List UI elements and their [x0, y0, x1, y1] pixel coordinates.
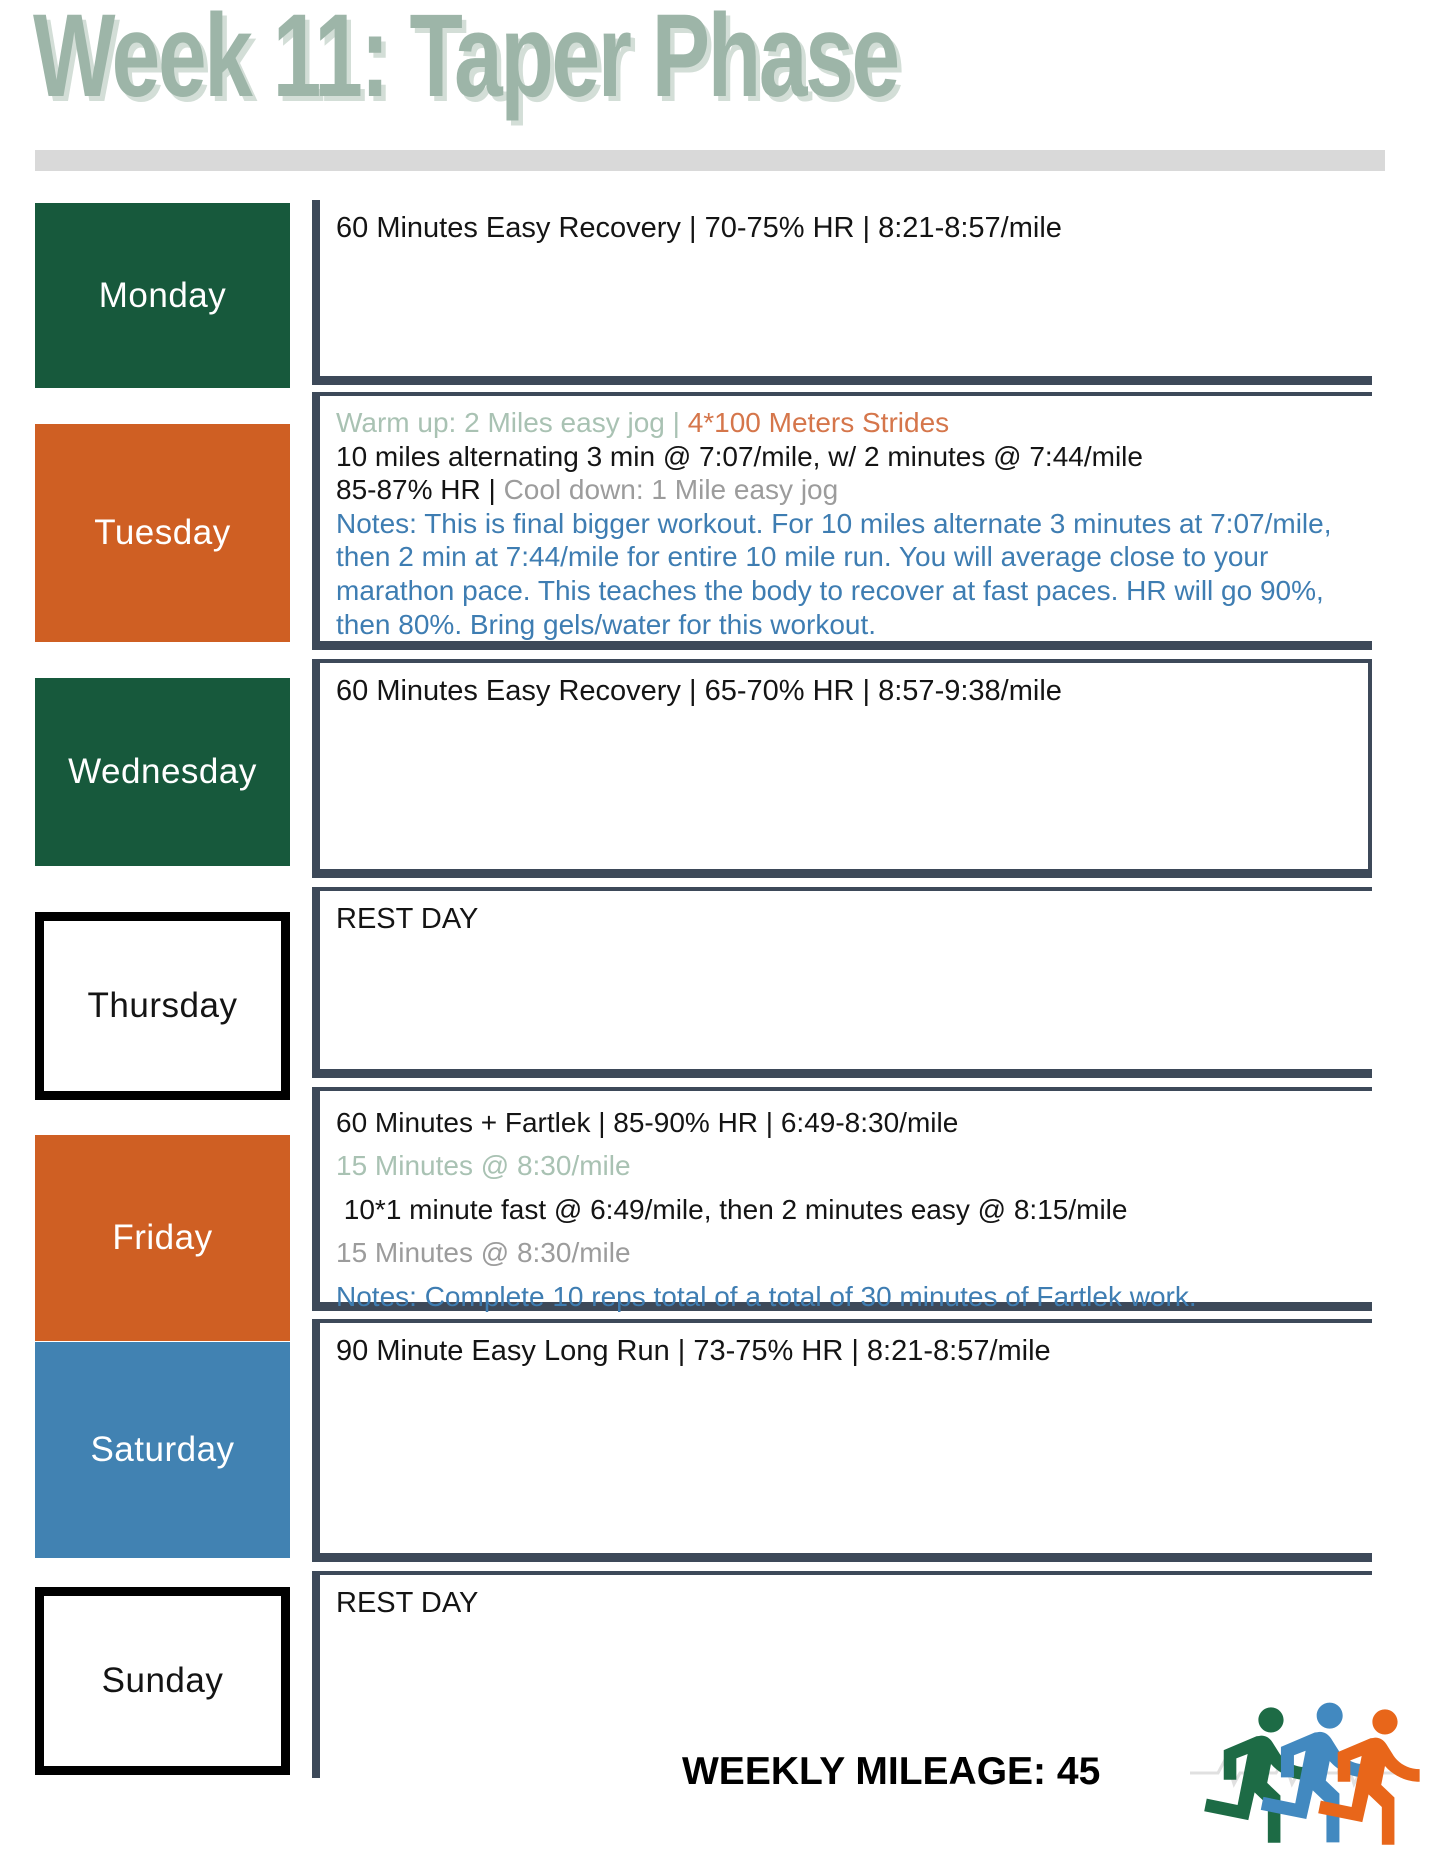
workout-line — [336, 473, 1356, 507]
workout-line — [336, 440, 1356, 474]
workout-cell-wednesday — [312, 659, 1372, 878]
workout-line — [336, 507, 1356, 641]
workout-line — [336, 1585, 1356, 1623]
workout-text-segment: Notes: Complete 10 reps total of a total of 30 minutes of Fartlek work. — [336, 1280, 1197, 1312]
workout-line — [336, 1333, 1356, 1371]
workout-text-segment: 4*100 Meters Strides — [687, 407, 950, 438]
workout-text-segment: Notes: This is final bigger workout. For 10 miles alternate 3 minutes at 7:07/mile, then 2 min at 7:44/mile for entire 10 mile run. You will average close to your marathon pace. This teaches the body to recover at fast paces. HR will go 90%, then 80%. Bring gels/water for this workout. — [336, 507, 1340, 640]
title-underline-bar — [35, 150, 1385, 171]
day-label: Tuesday — [94, 513, 231, 552]
day-label: Friday — [112, 1218, 213, 1257]
workout-line — [336, 1231, 1356, 1274]
workout-text-segment: 15 Minutes @ 8:30/mile — [336, 1150, 631, 1182]
workout-text-segment: Cool down: 1 Mile easy jog — [503, 474, 839, 506]
day-box-friday — [35, 1135, 290, 1341]
workout-line — [336, 673, 1352, 711]
workout-cell-monday — [312, 200, 1372, 385]
workout-text-segment: 60 Minutes Easy Recovery | 70-75% HR | 8:21-8:57/mile — [336, 212, 1062, 244]
workout-line — [336, 1101, 1356, 1144]
workout-text-segment: 10 miles alternating 3 min @ 7:07/mile, w/ 2 minutes @ 7:44/mile — [336, 440, 1143, 472]
day-box-sunday — [35, 1587, 290, 1775]
workout-line — [336, 406, 1356, 440]
workout-line — [336, 901, 1356, 939]
workout-line — [336, 210, 1356, 248]
workout-text-segment: 85-87% HR | — [336, 474, 504, 506]
day-row-thursday — [0, 887, 1445, 1078]
day-box-tuesday — [35, 424, 290, 642]
day-label: Wednesday — [68, 752, 257, 791]
day-box-wednesday — [35, 678, 290, 866]
day-label: Sunday — [101, 1661, 224, 1700]
day-row-tuesday — [0, 392, 1445, 650]
day-box-thursday — [35, 912, 290, 1100]
day-box-saturday — [35, 1342, 290, 1558]
day-label: Saturday — [90, 1430, 235, 1469]
weekly-mileage-total: WEEKLY MILEAGE: 45 — [682, 1750, 1101, 1793]
workout-line — [336, 1188, 1356, 1231]
runners-icon — [1190, 1688, 1420, 1858]
day-box-monday — [35, 203, 290, 388]
page-title: Week 11: Taper Phase — [33, 0, 898, 122]
day-row-wednesday — [0, 659, 1445, 878]
day-label: Thursday — [87, 986, 238, 1025]
workout-cell-tuesday — [312, 392, 1372, 650]
workout-text-segment: 60 Minutes + Fartlek | 85-90% HR | 6:49-8:30/mile — [336, 1107, 959, 1138]
day-label: Monday — [98, 275, 227, 315]
workout-line — [336, 1275, 1356, 1318]
workout-line — [336, 1144, 1356, 1187]
workout-text-segment: 90 Minute Easy Long Run | 73-75% HR | 8:21-8:57/mile — [336, 1335, 1051, 1367]
day-row-saturday — [0, 1319, 1445, 1562]
day-row-monday — [0, 200, 1445, 385]
workout-text-segment: Warm up: 2 Miles easy jog | — [336, 407, 688, 438]
workout-text-segment: 10*1 minute fast @ 6:49/mile, then 2 minutes easy @ 8:15/mile — [336, 1193, 1128, 1225]
workout-text-segment: REST DAY — [336, 1587, 479, 1619]
day-row-friday — [0, 1087, 1445, 1311]
workout-cell-friday — [312, 1087, 1372, 1311]
workout-text-segment: REST DAY — [336, 903, 479, 935]
workout-text-segment: 15 Minutes @ 8:30/mile — [336, 1237, 631, 1269]
workout-cell-thursday — [312, 887, 1372, 1078]
workout-text-segment: 60 Minutes Easy Recovery | 65-70% HR | 8:57-9:38/mile — [336, 675, 1062, 707]
workout-cell-saturday — [312, 1319, 1372, 1562]
